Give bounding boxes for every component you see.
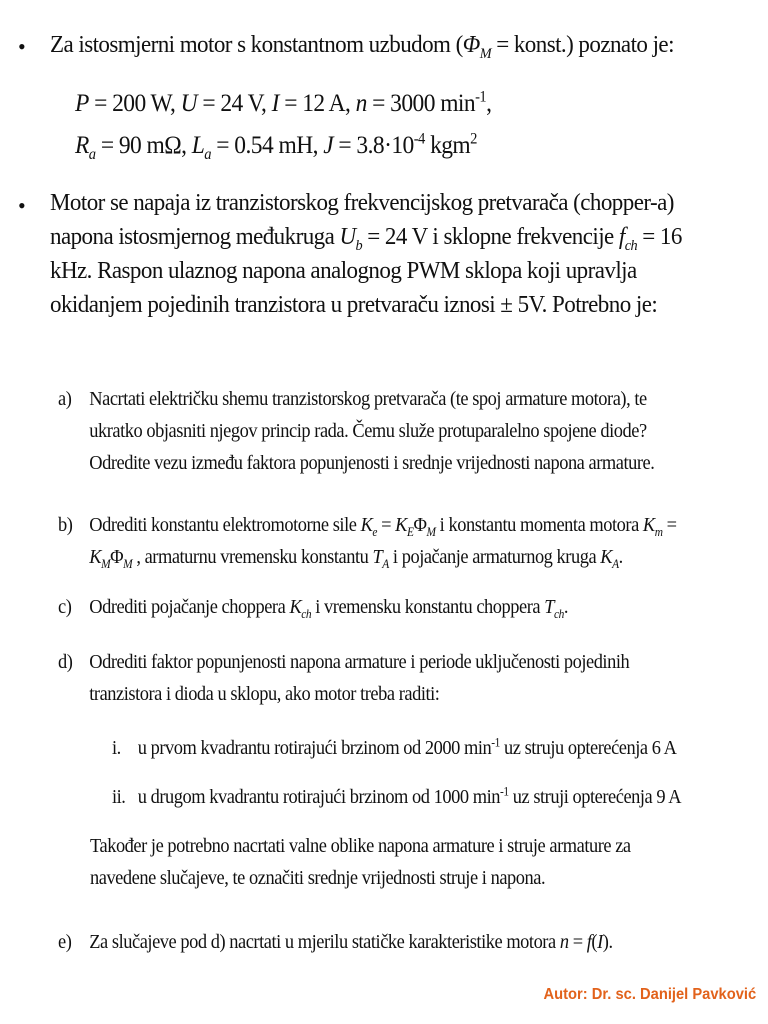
task-d-ii-t2: uz struji opterećenja 9 A xyxy=(508,786,682,808)
task-e-t4: ). xyxy=(602,931,613,953)
param-J-unit: kgm xyxy=(424,132,471,159)
param-L-subscript: a xyxy=(204,146,211,163)
param-L: L xyxy=(191,132,205,159)
supply-text-3: = 16 kHz. Raspon ulaznog napona analognog PWM sklopa koji upravlja okidanjem pojedinih tranzistora u pretvaraču iznosi ± 5V. Potrebno je: xyxy=(50,223,682,318)
task-e xyxy=(58,926,702,958)
task-e-I: I xyxy=(597,931,603,953)
task-b-t2: = xyxy=(376,514,396,536)
task-e-t2: = xyxy=(568,931,587,953)
task-b-t1: Odrediti konstantu elektromotorne sile xyxy=(89,514,361,536)
param-R: R xyxy=(75,132,89,159)
task-c-label: c) xyxy=(58,596,72,618)
task-a-text: Nacrtati električku shemu tranzistorskog pretvarača (te spoj armature motora), te ukratko objasniti njegov princip rada. Čemu služe protuparalelno spojene diode? Odredite vezu između faktora popunjenosti i srednje vrijednosti napona armature. xyxy=(89,388,655,474)
task-d-i-t1: u prvom kvadrantu rotirajući brzinom od 2000 min xyxy=(137,737,492,759)
task-b-TA: T xyxy=(372,546,383,568)
task-e-label: e) xyxy=(58,931,72,953)
supply-fch-subscript: ch xyxy=(624,236,638,254)
task-c-Kch: K xyxy=(289,596,302,618)
task-b-t3: i konstantu momenta motora xyxy=(435,514,643,536)
param-J-exponent: -4 xyxy=(413,130,425,148)
param-P: P xyxy=(75,90,89,117)
param-J-unit-exponent: 2 xyxy=(470,130,477,148)
intro-text-b: = konst.) poznato je: xyxy=(491,31,674,58)
task-b-phi2-sub: M xyxy=(123,557,133,571)
param-I-value: = 12 A, xyxy=(278,90,356,117)
task-b-Ke-sub: e xyxy=(372,525,377,539)
task-b-KE-sub: E xyxy=(406,525,414,539)
param-R-subscript: a xyxy=(88,146,96,163)
task-d-i-exp: -1 xyxy=(491,735,500,750)
supply-paragraph xyxy=(50,186,708,322)
bullet-2: • xyxy=(18,193,26,218)
task-b-label: b) xyxy=(58,514,73,536)
task-b-KA-sub: A xyxy=(612,557,619,571)
intro-text-a: Za istosmjerni motor s konstantnom uzbudom ( xyxy=(50,31,463,58)
task-e-t1: Za slučajeve pod d) nacrtati u mjerilu statičke karakteristike motora xyxy=(89,931,560,953)
motor-parameters-line-1 xyxy=(75,86,491,122)
task-b-t4: = xyxy=(662,514,677,536)
param-J-value: = 3.8·10 xyxy=(333,132,414,159)
task-b-phi1-sub: M xyxy=(426,525,436,539)
task-d-i xyxy=(112,732,676,764)
supply-fch: f xyxy=(618,223,625,250)
param-P-value: = 200 W, xyxy=(88,90,181,117)
task-d-i-label: i. xyxy=(112,737,121,759)
intro-paragraph xyxy=(50,28,708,62)
task-b-Km-sub: m xyxy=(654,525,663,539)
param-L-value: = 0.54 mH, xyxy=(210,132,324,159)
param-U-value: = 24 V, xyxy=(197,90,272,117)
task-c-Kch-sub: ch xyxy=(301,607,312,621)
phi-subscript: M xyxy=(479,44,492,62)
phi-symbol: Φ xyxy=(462,31,480,58)
task-d-ii-exp: -1 xyxy=(500,784,509,799)
task-b-text xyxy=(89,509,702,573)
supply-Ub-subscript: b xyxy=(355,236,363,254)
task-b-t5: , armaturnu vremensku konstantu xyxy=(132,546,373,568)
task-c-text xyxy=(89,591,702,623)
task-e-text xyxy=(89,926,702,958)
param-n-value: = 3000 min xyxy=(366,90,476,117)
task-d-ii xyxy=(112,781,681,813)
param-R-value: = 90 mΩ, xyxy=(95,132,192,159)
task-b-Ke: K xyxy=(360,514,373,536)
task-d xyxy=(58,646,702,710)
task-b-KM-sub: M xyxy=(101,557,111,571)
task-b-phi1: Φ xyxy=(413,514,427,536)
task-d-text: Odrediti faktor popunjenosti napona armature i periode uključenosti pojedinih tranzistora i dioda u sklopu, ako motor treba raditi: xyxy=(89,651,630,705)
task-b-KA: K xyxy=(600,546,613,568)
task-d-label: d) xyxy=(58,651,73,673)
task-c-t1: Odrediti pojačanje choppera xyxy=(89,596,290,618)
bullet-1: • xyxy=(18,34,26,59)
task-c xyxy=(58,591,702,623)
task-b-phi2: Φ xyxy=(110,546,124,568)
task-d-i-t2: uz struju opterećenja 6 A xyxy=(499,737,677,759)
supply-text-2: = 24 V i sklopne frekvencije xyxy=(362,223,619,250)
supply-Ub: U xyxy=(339,223,356,250)
task-c-Tch: T xyxy=(544,596,554,618)
param-n-exponent: -1 xyxy=(475,88,487,106)
task-c-t2: i vremensku konstantu choppera xyxy=(311,596,545,618)
task-d-ii-t1: u drugom kvadrantu rotirajući brzinom od 1000 min xyxy=(137,786,501,808)
task-e-f: f xyxy=(586,931,592,953)
param-line1-end: , xyxy=(486,90,492,117)
task-b-Km: K xyxy=(642,514,655,536)
param-J: J xyxy=(323,132,334,159)
task-b-t6: i pojačanje armaturnog kruga xyxy=(388,546,601,568)
author-credit: Autor: Dr. sc. Danijel Pavković xyxy=(543,986,756,1003)
param-n: n xyxy=(355,90,367,117)
task-b-KE: K xyxy=(395,514,407,536)
task-d-ii-label: ii. xyxy=(112,786,126,808)
task-e-n: n xyxy=(559,931,569,953)
task-d-note: Također je potrebno nacrtati valne oblike napona armature i struje armature za navedene slučajeve, te označiti srednje vrijednosti struje i napona. xyxy=(90,835,631,889)
param-I: I xyxy=(271,90,279,117)
task-b-KM: K xyxy=(89,546,102,568)
param-U: U xyxy=(180,90,198,117)
task-a-label: a) xyxy=(58,388,72,410)
task-b xyxy=(58,509,702,573)
task-c-Tch-sub: ch xyxy=(553,607,564,621)
task-e-t3: ( xyxy=(591,931,598,953)
task-b-TA-sub: A xyxy=(382,557,389,571)
task-c-t3: . xyxy=(563,596,568,618)
motor-parameters-line-2 xyxy=(75,128,477,164)
task-a xyxy=(58,383,702,479)
task-b-t7: . xyxy=(618,546,623,568)
supply-text-1: Motor se napaja iz tranzistorskog frekvencijskog pretvarača (chopper-a) napona istosmjernog međukruga xyxy=(50,189,674,250)
